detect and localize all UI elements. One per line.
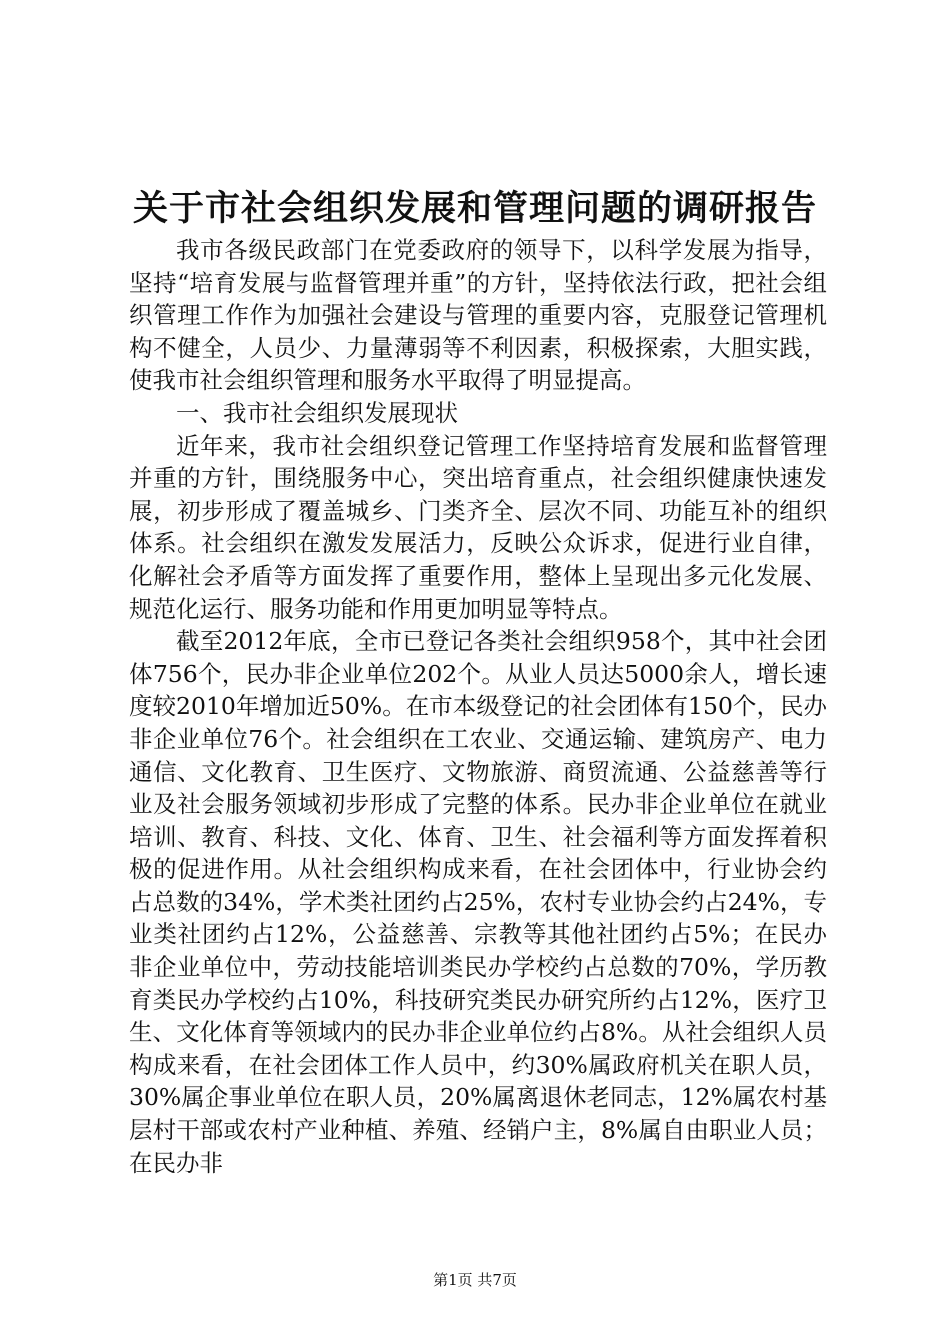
document-body xyxy=(129,234,827,1179)
paragraph-intro: 我市各级民政部门在党委政府的领导下，以科学发展为指导，坚持“培育发展与监督管理并重”的方针，坚持依法行政，把社会组织管理工作作为加强社会建设与管理的重要内容，克服登记管理机构不健全，人员少、力量薄弱等不利因素，积极探索，大胆实践，使我市社会组织管理和服务水平取得了明显提高。 xyxy=(129,236,827,395)
section-heading: 一、我市社会组织发展现状 xyxy=(176,398,458,427)
document-title: 关于市社会组织发展和管理问题的调研报告 xyxy=(132,188,817,229)
paragraph-statistics: 截至2012年底，全市已登记各类社会组织958个，其中社会团体756个，民办非企业单位202个。从业人员达5000余人，增长速度较2010年增加近50%。在市本级登记的社会团体有150个，民办非企业单位76个。社会组织在工农业、交通运输、建筑房产、电力通信、文化教育、卫生医疗、文物旅游、商贸流通、公益慈善等行业及社会服务领域初步形成了完整的体系。民办非企业单位在就业培训、教育、科技、文化、体育、卫生、社会福利等方面发挥着积极的促进作用。从社会组织构成来看，在社会团体中，行业协会约占总数的34%，学术类社团约占25%，农村专业协会约占24%，专业类社团约占12%，公益慈善、宗教等其他社团约占5%；在民办非企业单位中，劳动技能培训类民办学校约占总数的70%，学历教育类民办学校约占10%，科技研究类民办研究所约占12%，医疗卫生、文化体育等领域内的民办非企业单位约占8%。从社会组织人员构成来看，在社会团体工作人员中，约30%属政府机关在职人员，30%属企事业单位在职人员，20%属离退休老同志，12%属农村基层村干部或农村产业种植、养殖、经销户主，8%属自由职业人员；在民办非 xyxy=(129,627,827,1177)
paragraph-overview: 近年来，我市社会组织登记管理工作坚持培育发展和监督管理并重的方针，围绕服务中心，突出培育重点，社会组织健康快速发展，初步形成了覆盖城乡、门类齐全、层次不同、功能互补的组织体系。社会组织在激发发展活力，反映公众诉求，促进行业自律，化解社会矛盾等方面发挥了重要作用，整体上呈现出多元化发展、规范化运行、服务功能和作用更加明显等特点。 xyxy=(129,431,827,623)
page-number-footer: 第1页 共7页 xyxy=(433,1271,517,1289)
